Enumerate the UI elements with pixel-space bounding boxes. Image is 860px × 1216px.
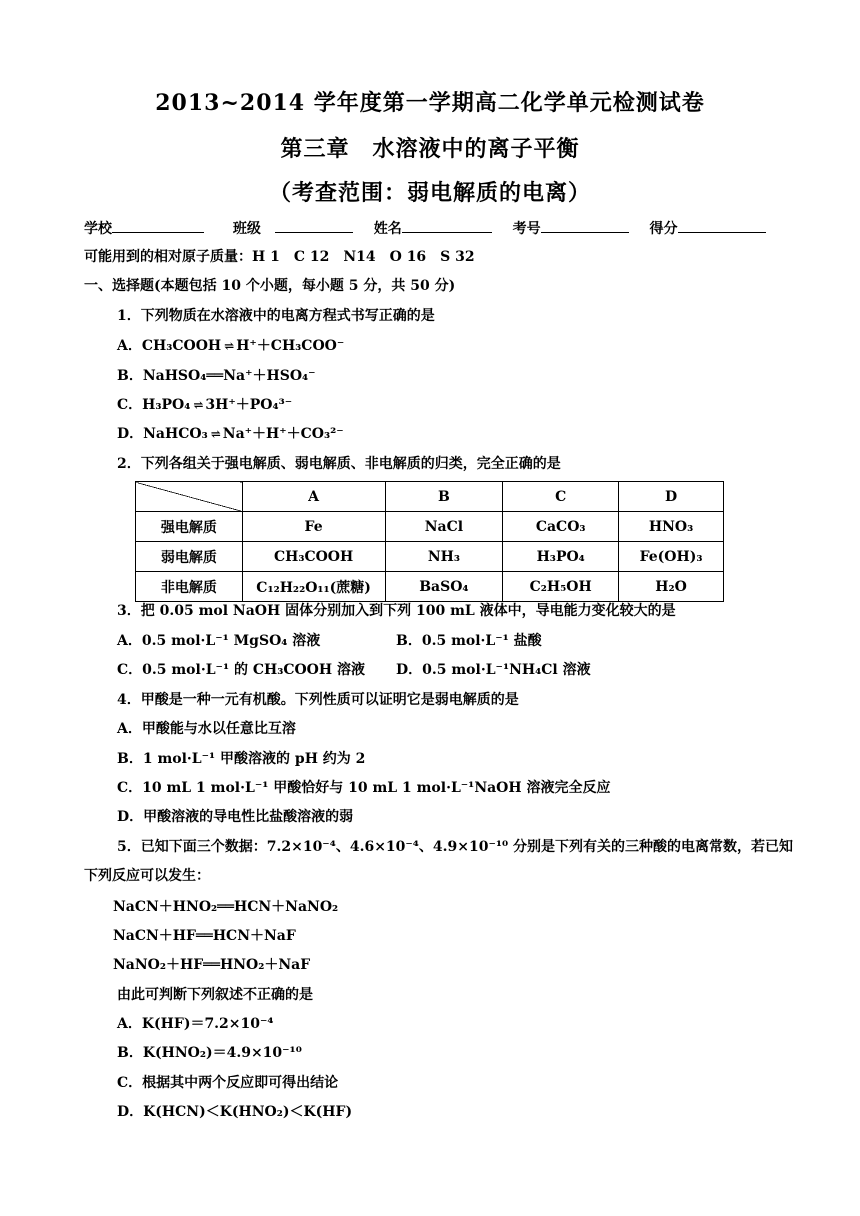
table-row — [136, 572, 724, 602]
table-row — [136, 512, 724, 542]
class-blank[interactable] — [275, 218, 353, 233]
row-label: 非电解质 — [136, 572, 243, 602]
table-cell: NH₃ — [385, 542, 503, 572]
chapter-title: 第三章 水溶液中的离子平衡 — [280, 136, 580, 162]
q5-option-c: C．根据其中两个反应即可得出结论 — [117, 1075, 339, 1091]
exam-title: 2013~2014 学年度第一学期高二化学单元检测试卷 — [155, 90, 705, 116]
q3-option-d: D．0.5 mol·L⁻¹NH₄Cl 溶液 — [396, 662, 591, 678]
row-label: 强电解质 — [136, 512, 243, 542]
q5-reaction-3: NaNO₂＋HF══HNO₂＋NaF — [113, 957, 311, 973]
equilibrium-arrow-icon: ⇌ — [193, 398, 203, 412]
q4-stem: 4．甲酸是一种一元有机酸。下列性质可以证明它是弱电解质的是 — [117, 692, 519, 708]
q4-option-b: B．1 mol·L⁻¹ 甲酸溶液的 pH 约为 2 — [117, 751, 366, 767]
table-cell: Fe — [242, 512, 385, 542]
name-blank[interactable] — [402, 218, 492, 233]
q4-option-c: C．10 mL 1 mol·L⁻¹ 甲酸恰好与 10 mL 1 mol·L⁻¹NaOH 溶液完全反应 — [117, 780, 611, 796]
table-cell: HNO₃ — [619, 512, 724, 542]
q5-option-b: B．K(HNO₂)＝4.9×10⁻¹⁰ — [117, 1045, 302, 1061]
q5-stem-line1: 5．已知下面三个数据：7.2×10⁻⁴、4.6×10⁻⁴、4.9×10⁻¹⁰ 分别是下列有关的三种酸的电离常数，若已知 — [117, 839, 794, 855]
table-cell: H₃PO₄ — [503, 542, 619, 572]
class-label: 班级 — [232, 221, 261, 237]
q3-option-c: C．0.5 mol·L⁻¹ 的 CH₃COOH 溶液 — [117, 662, 365, 678]
section-heading: 一、选择题(本题包括 10 个小题，每小题 5 分，共 50 分) — [84, 278, 456, 294]
q5-option-d: D．K(HCN)＜K(HNO₂)＜K(HF) — [117, 1104, 353, 1120]
score-blank[interactable] — [678, 218, 766, 233]
electrolyte-table — [135, 481, 724, 602]
equilibrium-arrow-icon: ⇌ — [224, 339, 234, 353]
q4-option-a: A．甲酸能与水以任意比互溶 — [117, 721, 296, 737]
scope-subtitle: （考查范围：弱电解质的电离） — [268, 180, 591, 206]
row-label: 弱电解质 — [136, 542, 243, 572]
q5-option-a: A．K(HF)＝7.2×10⁻⁴ — [117, 1016, 274, 1032]
table-cell: CaCO₃ — [503, 512, 619, 542]
table-cell: C₂H₅OH — [503, 572, 619, 602]
q4-option-d: D．甲酸溶液的导电性比盐酸溶液的弱 — [117, 809, 354, 825]
name-label: 姓名 — [373, 221, 402, 237]
atomic-masses: 可能用到的相对原子质量：H 1 C 12 N14 O 16 S 32 — [84, 249, 475, 265]
q1-option-b: B．NaHSO₄══Na⁺＋HSO₄⁻ — [117, 368, 316, 384]
q2-stem: 2．下列各组关于强电解质、弱电解质、非电解质的归类，完全正确的是 — [117, 456, 561, 472]
number-label: 考号 — [512, 221, 541, 237]
q5-reaction-1: NaCN＋HNO₂══HCN＋NaNO₂ — [113, 899, 339, 915]
q1-stem: 1．下列物质在水溶液中的电离方程式书写正确的是 — [117, 308, 435, 324]
table-header: B — [385, 482, 503, 512]
table-header: A — [242, 482, 385, 512]
table-cell: Fe(OH)₃ — [619, 542, 724, 572]
q5-lead: 由此可判断下列叙述不正确的是 — [117, 987, 313, 1003]
q5-stem-line2: 下列反应可以发生： — [84, 868, 210, 884]
q3-stem: 3．把 0.05 mol NaOH 固体分别加入到下列 100 mL 液体中，导电能力变化较大的是 — [117, 603, 676, 619]
q3-option-a: A．0.5 mol·L⁻¹ MgSO₄ 溶液 — [117, 633, 321, 649]
table-cell: NaCl — [385, 512, 503, 542]
school-label: 学校 — [84, 221, 112, 237]
q5-reaction-2: NaCN＋HF══HCN＋NaF — [113, 928, 296, 944]
student-info-row — [84, 218, 766, 238]
q1-option-c: C．H₃PO₄ ⇌ 3H⁺＋PO₄³⁻ — [117, 397, 293, 413]
table-cell: C₁₂H₂₂O₁₁(蔗糖) — [242, 572, 385, 602]
table-header-row — [136, 482, 724, 512]
table-row — [136, 542, 724, 572]
equilibrium-arrow-icon: ⇌ — [210, 427, 220, 441]
number-blank[interactable] — [541, 218, 629, 233]
table-corner-cell — [136, 482, 243, 512]
table-header: D — [619, 482, 724, 512]
q3-option-b: B．0.5 mol·L⁻¹ 盐酸 — [396, 633, 542, 649]
table-header: C — [503, 482, 619, 512]
score-label: 得分 — [649, 221, 678, 237]
q1-option-a: A．CH₃COOH ⇌ H⁺＋CH₃COO⁻ — [117, 338, 345, 354]
table-cell: BaSO₄ — [385, 572, 503, 602]
school-blank[interactable] — [112, 218, 204, 233]
table-cell: CH₃COOH — [242, 542, 385, 572]
table-cell: H₂O — [619, 572, 724, 602]
q1-option-d: D．NaHCO₃ ⇌ Na⁺＋H⁺＋CO₃²⁻ — [117, 426, 344, 442]
